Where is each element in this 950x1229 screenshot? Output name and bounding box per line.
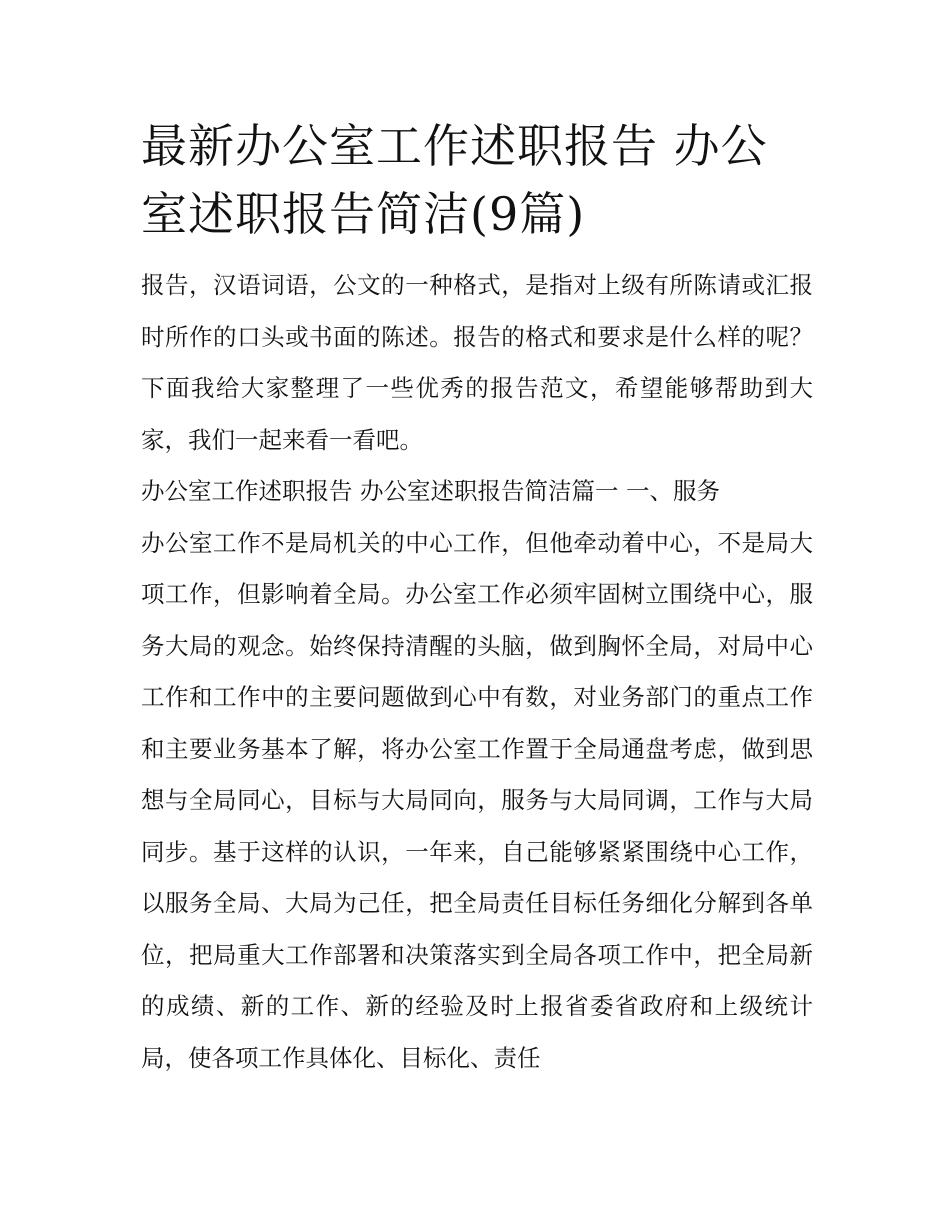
section-heading: 办公室工作述职报告 办公室述职报告简洁篇一 一、服务	[141, 477, 720, 505]
document-title: 最新办公室工作述职报告 办公室述职报告简洁(9篇)	[141, 119, 768, 241]
intro-paragraph: 报告，汉语词语，公文的一种格式，是指对上级有所陈请或汇报时所作的口头或书面的陈述。报告的格式和要求是什么样的呢？下面我给大家整理了一些优秀的报告范文，希望能够帮助到大家，我们一起来看一看吧。	[141, 271, 813, 454]
document-page	[141, 112, 813, 1084]
section-body-paragraph: 办公室工作不是局机关的中心工作，但他牵动着中心，不是局大项工作，但影响着全局。办公室工作必须牢固树立围绕中心，服务大局的观念。始终保持清醒的头脑，做到胸怀全局，对局中心工作和工作中的主要问题做到心中有数，对业务部门的重点工作和主要业务基本了解，将办公室工作置于全局通盘考虑，做到思想与全局同心，目标与大局同向，服务与大局同调，工作与大局同步。基于这样的认识，一年来，自己能够紧紧围绕中心工作，以服务全局、大局为己任，把全局责任目标任务细化分解到各单位，把局重大工作部署和决策落实到全局各项工作中，把全局新的成绩、新的工作、新的经验及时上报省委省政府和上级统计局，使各项工作具体化、目标化、责任	[141, 528, 813, 1072]
